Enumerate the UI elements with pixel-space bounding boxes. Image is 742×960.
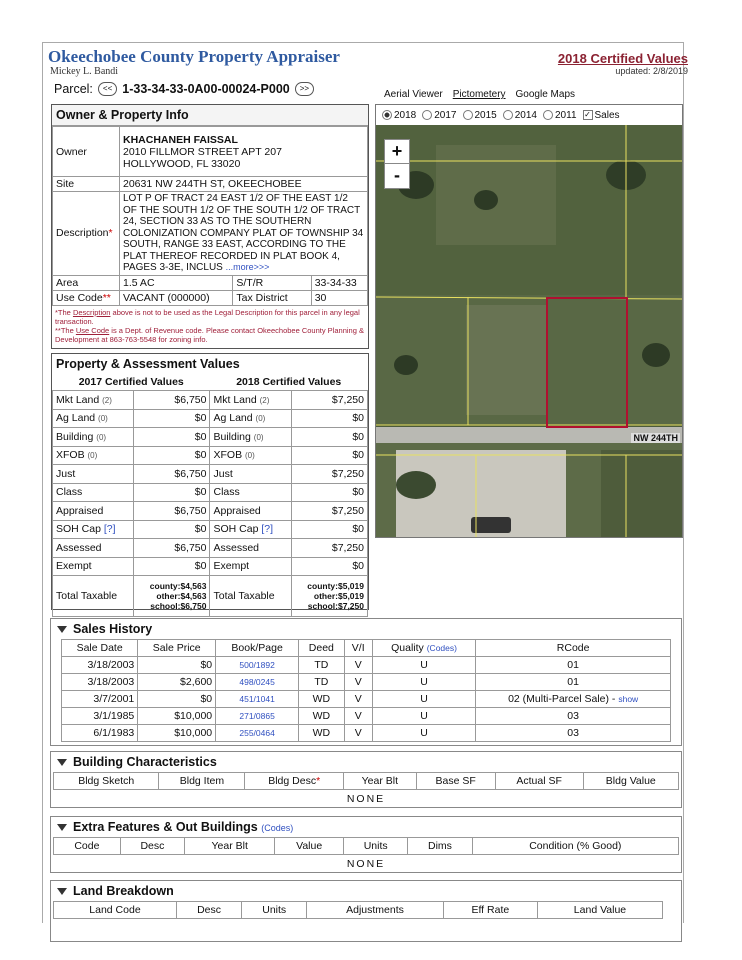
extra-features-section: [50, 816, 682, 873]
land-col-desc: Desc: [176, 902, 241, 919]
taxdist-value: 30: [311, 290, 367, 305]
value-label-2018: Exempt: [210, 557, 291, 576]
sales-history-title: Sales History: [73, 622, 153, 636]
taxable-label-2017: Total Taxable: [53, 576, 134, 617]
building-section: [50, 751, 682, 808]
parcel-id: 1-33-34-33-0A00-00024-P000: [122, 82, 290, 96]
book-page-link[interactable]: 498/0245: [239, 677, 275, 687]
col-2017-header: 2017 Certified Values: [53, 374, 210, 391]
col-2018-header: 2018 Certified Values: [210, 374, 368, 391]
sale-date: 3/7/2001: [62, 691, 138, 708]
year-2014-radio[interactable]: 2014: [503, 110, 537, 121]
values-row: [53, 539, 368, 558]
land-col-eff-rate: Eff Rate: [443, 902, 537, 919]
land-col-adjustments: Adjustments: [307, 902, 443, 919]
value-label-2018: SOH Cap [?]: [210, 520, 291, 539]
sale-price: $0: [138, 657, 216, 674]
collapse-triangle-icon: [57, 759, 67, 766]
sales-col-book: Book/Page: [216, 640, 299, 657]
sales-col-date: Sale Date: [62, 640, 138, 657]
book-page-cell: [216, 691, 299, 708]
usecode-label: Use Code: [56, 291, 103, 304]
building-header[interactable]: [51, 752, 681, 772]
bldg-col-actual-sf: Actual SF: [495, 773, 583, 790]
rcode-cell: 03: [476, 725, 671, 742]
value-label-2017: Appraised: [53, 502, 134, 521]
value-label-2018: Appraised: [210, 502, 291, 521]
value-label-2018: XFOB (0): [210, 446, 291, 465]
value-2017: $0: [134, 446, 210, 465]
collapse-triangle-icon: [57, 888, 67, 895]
description-label: Description: [56, 227, 109, 240]
building-none: NONE: [346, 793, 386, 805]
aerial-image: [376, 105, 682, 537]
sales-history-section: [50, 618, 682, 746]
value-2017: $6,750: [134, 502, 210, 521]
quality-code: U: [372, 725, 475, 742]
xf-col-dims: Dims: [408, 838, 472, 855]
sales-col-price: Sale Price: [138, 640, 216, 657]
sales-col-rcode: RCode: [476, 640, 671, 657]
extra-features-header[interactable]: [51, 817, 681, 837]
value-label-2017: Ag Land (0): [53, 409, 134, 428]
values-row: [53, 446, 368, 465]
parcel-label: Parcel:: [54, 82, 93, 96]
quality-code: U: [372, 708, 475, 725]
sales-row: [62, 657, 671, 674]
book-page-cell: [216, 708, 299, 725]
rcode-cell: 03: [476, 708, 671, 725]
value-2017: $0: [134, 409, 210, 428]
sales-row: [62, 708, 671, 725]
vacant-improved: V: [344, 691, 372, 708]
tab-pictometery[interactable]: Pictometery: [452, 89, 506, 100]
description-value: [120, 192, 368, 276]
value-2017: $6,750: [134, 391, 210, 410]
value-2018: $7,250: [291, 391, 367, 410]
value-2017: $0: [134, 520, 210, 539]
quality-code: U: [372, 674, 475, 691]
deed-type: WD: [299, 725, 345, 742]
value-label-2018: Building (0): [210, 428, 291, 447]
values-title: Property & Assessment Values: [52, 354, 368, 374]
value-label-2018: Just: [210, 465, 291, 484]
usecode-value: VACANT (000000): [120, 290, 233, 305]
taxable-2017: county:$4,563 other:$4,563 school:$6,750: [134, 576, 210, 617]
area-value: 1.5 AC: [120, 275, 233, 290]
bldg-col-desc: Bldg Desc*: [245, 773, 344, 790]
value-2017: $0: [134, 557, 210, 576]
year-2015-radio[interactable]: 2015: [463, 110, 497, 121]
value-2018: $7,250: [291, 502, 367, 521]
value-label-2018: Mkt Land (2): [210, 391, 291, 410]
values-table: [52, 374, 368, 617]
bldg-col-item: Bldg Item: [159, 773, 245, 790]
sales-col-deed: Deed: [299, 640, 345, 657]
values-row: [53, 465, 368, 484]
quality-codes-link[interactable]: (Codes): [426, 643, 457, 653]
bldg-col-value: Bldg Value: [583, 773, 678, 790]
value-label-2017: Class: [53, 483, 134, 502]
prev-parcel-button[interactable]: <<: [98, 82, 117, 96]
updated-date: updated: 2/8/2019: [615, 66, 688, 76]
tab-aerial-viewer[interactable]: Aerial Viewer: [384, 89, 443, 100]
sale-price: $0: [138, 691, 216, 708]
taxable-label-2018: Total Taxable: [210, 576, 291, 617]
value-2018: $7,250: [291, 539, 367, 558]
bldg-col-sketch: Bldg Sketch: [54, 773, 159, 790]
value-2018: $0: [291, 483, 367, 502]
value-2018: $0: [291, 520, 367, 539]
value-2017: $6,750: [134, 465, 210, 484]
str-value: 33-34-33: [311, 275, 367, 290]
land-breakdown-section: [50, 880, 682, 942]
book-page-link[interactable]: 451/1041: [239, 694, 275, 704]
bldg-col-base-sf: Base SF: [416, 773, 495, 790]
certified-values-link[interactable]: 2018 Certified Values: [557, 51, 688, 66]
rcode-cell: 01: [476, 657, 671, 674]
sales-row: [62, 725, 671, 742]
land-breakdown-title: Land Breakdown: [73, 884, 174, 898]
deed-type: TD: [299, 657, 345, 674]
value-label-2017: SOH Cap [?]: [53, 520, 134, 539]
owner-address-2: HOLLYWOOD, FL 33020: [123, 157, 241, 170]
deed-type: WD: [299, 708, 345, 725]
land-col-units: Units: [242, 902, 307, 919]
road-label: NW 244TH: [633, 433, 678, 443]
sales-row: [62, 691, 671, 708]
vacant-improved: V: [344, 708, 372, 725]
owner-value: [120, 127, 368, 177]
sale-price: $10,000: [138, 725, 216, 742]
tab-google-maps[interactable]: Google Maps: [515, 89, 576, 100]
values-row: [53, 409, 368, 428]
value-label-2017: Mkt Land (2): [53, 391, 134, 410]
taxdist-label: Tax District: [233, 290, 311, 305]
owner-name: KHACHANEH FAISSAL: [123, 133, 238, 146]
value-2017: $6,750: [134, 539, 210, 558]
site-value: 20631 NW 244TH ST, OKEECHOBEE: [120, 177, 368, 192]
legal-note: *The Description above is not to be used as the Legal Description for this parcel in any legal transaction. **The Use Code is a Dept. of Revenue code. Please contact Okeechobee County Planning & Development at 863-763-5548 for zoning info.: [55, 307, 364, 344]
taxable-2018: county:$5,019 other:$5,019 school:$7,250: [291, 576, 367, 617]
area-label: Area: [53, 275, 120, 290]
book-page-cell: [216, 725, 299, 742]
owner-table: [52, 126, 368, 306]
str-label: S/T/R: [233, 275, 311, 290]
owner-info-panel: [51, 104, 369, 349]
book-page-cell: [216, 674, 299, 691]
land-table: [53, 901, 663, 919]
year-2018-radio[interactable]: 2018: [382, 110, 416, 121]
values-row: [53, 483, 368, 502]
vacant-improved: V: [344, 674, 372, 691]
sale-price: $10,000: [138, 708, 216, 725]
values-row: [53, 428, 368, 447]
land-breakdown-header[interactable]: [51, 881, 681, 901]
extra-codes-link[interactable]: (Codes): [261, 823, 294, 833]
xf-col-units: Units: [344, 838, 408, 855]
value-2017: $0: [134, 428, 210, 447]
book-page-link[interactable]: 255/0464: [239, 728, 275, 738]
xf-col-condition: Condition (% Good): [472, 838, 678, 855]
extra-features-table: [53, 837, 679, 855]
deed-type: WD: [299, 691, 345, 708]
values-row: [53, 557, 368, 576]
sale-date: 3/18/2003: [62, 657, 138, 674]
next-parcel-button[interactable]: >>: [295, 82, 314, 96]
land-col-code: Land Code: [54, 902, 177, 919]
parcel-bar: [54, 82, 314, 96]
extra-features-none: NONE: [346, 858, 386, 870]
value-label-2017: Building (0): [53, 428, 134, 447]
value-label-2017: Just: [53, 465, 134, 484]
book-page-link[interactable]: 271/0865: [239, 711, 275, 721]
collapse-triangle-icon: [57, 824, 67, 831]
vacant-improved: V: [344, 657, 372, 674]
value-label-2018: Assessed: [210, 539, 291, 558]
soh-cap-help-link[interactable]: [?]: [261, 523, 274, 536]
usecode-label-cell: Use Code**: [53, 290, 120, 305]
sales-history-header[interactable]: [51, 619, 681, 639]
description-note-link[interactable]: Description: [72, 307, 111, 317]
sale-price: $2,600: [138, 674, 216, 691]
value-2017: $0: [134, 483, 210, 502]
vacant-improved: V: [344, 725, 372, 742]
sales-col-quality: Quality (Codes): [372, 640, 475, 657]
rcode-cell: 02 (Multi-Parcel Sale) - show: [476, 691, 671, 708]
sale-date: 3/1/1985: [62, 708, 138, 725]
building-title: Building Characteristics: [73, 755, 217, 769]
value-2018: $0: [291, 409, 367, 428]
rcode-cell: 01: [476, 674, 671, 691]
collapse-triangle-icon: [57, 626, 67, 633]
values-panel: [51, 353, 369, 610]
building-table: [53, 772, 679, 790]
xf-col-year: Year Blt: [185, 838, 275, 855]
value-2018: $0: [291, 428, 367, 447]
book-page-link[interactable]: 500/1892: [239, 660, 275, 670]
appraiser-name: Mickey L. Bandi: [50, 66, 119, 77]
quality-code: U: [372, 657, 475, 674]
description-label-cell: Description*: [53, 192, 120, 276]
bldg-col-year: Year Blt: [344, 773, 417, 790]
year-2017-radio[interactable]: 2017: [422, 110, 456, 121]
values-row: [53, 502, 368, 521]
sale-date: 6/1/1983: [62, 725, 138, 742]
land-col-value: Land Value: [537, 902, 662, 919]
value-label-2017: XFOB (0): [53, 446, 134, 465]
value-2018: $7,250: [291, 465, 367, 484]
site-label: Site: [53, 177, 120, 192]
sales-table: [61, 639, 671, 742]
zoom-in-button[interactable]: +: [384, 139, 410, 165]
description-more-link[interactable]: ...more>>>: [225, 262, 270, 272]
sales-checkbox[interactable]: ✓ Sales: [584, 109, 620, 121]
owner-info-title: Owner & Property Info: [52, 105, 368, 126]
sale-date: 3/18/2003: [62, 674, 138, 691]
map-tabs: [384, 89, 585, 101]
aerial-map[interactable]: [375, 104, 683, 538]
value-label-2018: Class: [210, 483, 291, 502]
year-selector: [376, 105, 682, 125]
value-label-2017: Assessed: [53, 539, 134, 558]
xf-col-value: Value: [275, 838, 344, 855]
value-label-2018: Ag Land (0): [210, 409, 291, 428]
quality-code: U: [372, 691, 475, 708]
show-multi-parcel-link[interactable]: show: [618, 694, 639, 704]
xf-col-code: Code: [54, 838, 121, 855]
value-label-2017: Exempt: [53, 557, 134, 576]
year-2011-radio[interactable]: 2011: [543, 110, 577, 121]
owner-address-1: 2010 FILLMOR STREET APT 207: [123, 145, 282, 158]
usecode-note-link[interactable]: Use Code: [75, 325, 110, 335]
book-page-cell: [216, 657, 299, 674]
owner-label: Owner: [53, 127, 120, 177]
deed-type: TD: [299, 674, 345, 691]
soh-cap-help-link[interactable]: [?]: [103, 523, 116, 536]
sales-col-vi: V/I: [344, 640, 372, 657]
value-2018: $0: [291, 557, 367, 576]
values-row: [53, 520, 368, 539]
agency-title: Okeechobee County Property Appraiser: [48, 47, 340, 66]
value-2018: $0: [291, 446, 367, 465]
extra-features-title: Extra Features & Out Buildings: [73, 820, 258, 834]
values-row: [53, 391, 368, 410]
zoom-out-button[interactable]: -: [384, 163, 410, 189]
description-text: LOT P OF TRACT 24 EAST 1/2 OF THE EAST 1/2 OF THE SOUTH 1/2 OF THE SOUTH 1/2 OF TRACT 24, SECTION 33 AS TO THE SOUTHERN COLONIZATION COMPANY PLAT OF TOWNSHIP 34 SOUTH, RANGE 33 EAST, ACCORDING TO THE PLAT THEREOF RECORDED IN PLAT BOOK 4, PAGES 3-3E, INCLUS: [123, 193, 364, 273]
xf-col-desc: Desc: [120, 838, 184, 855]
sales-row: [62, 674, 671, 691]
